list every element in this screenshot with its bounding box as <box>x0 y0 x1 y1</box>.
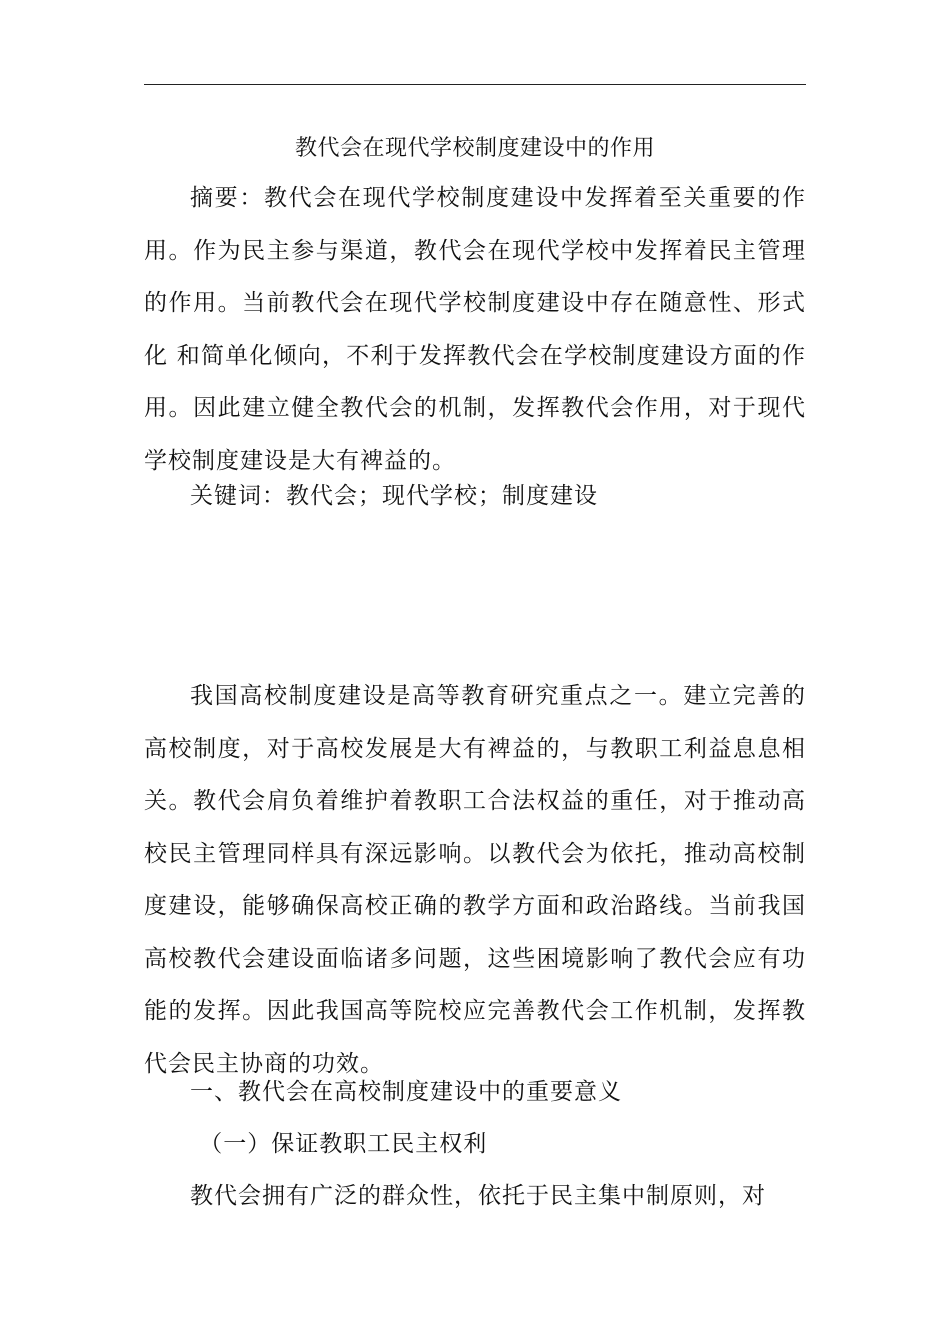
body-paragraph: 教代会拥有广泛的群众性，依托于民主集中制原则，对 <box>190 1183 766 1209</box>
header-rule <box>144 84 806 85</box>
subsection-heading: （一）保证教职工民主权利 <box>199 1131 488 1157</box>
document-title: 教代会在现代学校制度建设中的作用 <box>294 136 655 161</box>
abstract-paragraph: 摘要：教代会在现代学校制度建设中发挥着至关重要的作用。作为民主参与渠道，教代会在现代学校中发挥着民主管理的作用。当前教代会在现代学校制度建设中存在随意性、形式化 和简单化倾向，不利于发挥教代会在学校制度建设方面的作用。因此建立健全教代会的机制，发挥教代会作用，对于现代学校制度建设是大有裨益的。 <box>144 185 806 474</box>
keywords-line: 关键词：教代会；现代学校；制度建设 <box>190 483 598 509</box>
intro-paragraph: 我国高校制度建设是高等教育研究重点之一。建立完善的高校制度，对于高校发展是大有裨益的，与教职工利益息息相关。教代会肩负着维护着教职工合法权益的重任，对于推动高校民主管理同样具有深远影响。以教代会为依托，推动高校制度建设，能够确保高校正确的教学方面和政治路线。当前我国高校教代会建设面临诸多问题，这些困境影响了教代会应有功能的发挥。因此我国高等院校应完善教代会工作机制，发挥教代会民主协商的功效。 <box>144 683 806 1077</box>
section-heading: 一、教代会在高校制度建设中的重要意义 <box>190 1079 622 1105</box>
